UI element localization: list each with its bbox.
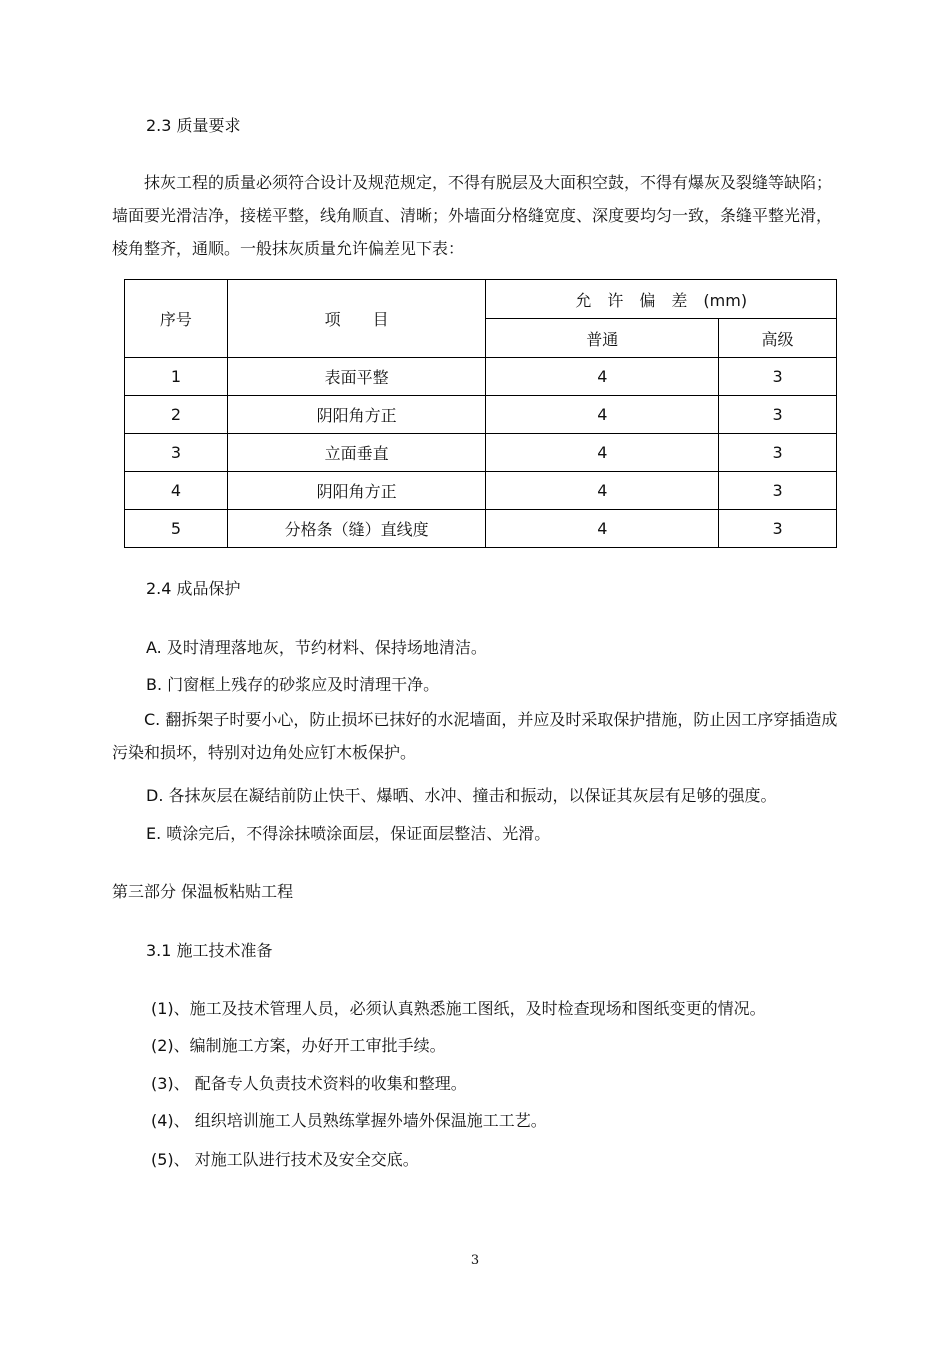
- header-tolerance: 允 许 偏 差 (mm): [486, 280, 837, 319]
- list-item: (1)、施工及技术管理人员，必须认真熟悉施工图纸，及时检查现场和图纸变更的情况。: [151, 999, 766, 1018]
- list-item-text: C. 翻拆架子时要小心，防止损坏已抹好的水泥墙面，并应及时采取保护措施，防止因工序穿插造成污染和损坏，特别对边角处应钉木板保护。: [112, 710, 838, 762]
- table-row: [125, 434, 837, 472]
- section-2-3-paragraph: [112, 166, 842, 265]
- cell-advanced: 3: [719, 434, 837, 472]
- section-2-3-paragraph-text: 抹灰工程的质量必须符合设计及规范规定，不得有脱层及大面积空鼓，不得有爆灰及裂缝等缺陷；墙面要光滑洁净，接槎平整，线角顺直、清晰；外墙面分格缝宽度、深度要均匀一致，条缝平整光滑，棱角整齐，通顺。一般抹灰质量允许偏差见下表：: [112, 173, 833, 258]
- cell-advanced: 3: [719, 396, 837, 434]
- section-3-1-heading: 3.1 施工技术准备: [146, 941, 273, 960]
- cell-item: 立面垂直: [227, 434, 486, 472]
- section-2-3-heading: 2.3 质量要求: [146, 116, 241, 135]
- cell-normal: 4: [486, 434, 719, 472]
- cell-advanced: 3: [719, 510, 837, 548]
- page-number: 3: [470, 1253, 480, 1268]
- header-normal: 普通: [486, 319, 719, 358]
- header-no: 序号: [125, 280, 228, 358]
- cell-item: 阴阳角方正: [227, 396, 486, 434]
- cell-advanced: 3: [719, 472, 837, 510]
- cell-advanced: 3: [719, 358, 837, 396]
- list-item: D. 各抹灰层在凝结前防止快干、爆晒、水冲、撞击和振动，以保证其灰层有足够的强度。: [146, 786, 777, 805]
- quality-tolerance-table: [124, 279, 837, 548]
- list-item: E. 喷涂完后，不得涂抹喷涂面层，保证面层整洁、光滑。: [146, 824, 551, 843]
- list-item: (5)、 对施工队进行技术及安全交底。: [151, 1150, 419, 1169]
- cell-normal: 4: [486, 510, 719, 548]
- table-row: [125, 510, 837, 548]
- list-item: (3)、 配备专人负责技术资料的收集和整理。: [151, 1074, 467, 1093]
- list-item: A. 及时清理落地灰，节约材料、保持场地清洁。: [146, 638, 487, 657]
- cell-normal: 4: [486, 472, 719, 510]
- table-row: [125, 396, 837, 434]
- cell-no: 2: [125, 396, 228, 434]
- cell-no: 1: [125, 358, 228, 396]
- table-header-row: [125, 280, 837, 319]
- cell-no: 3: [125, 434, 228, 472]
- list-item: (2)、编制施工方案，办好开工审批手续。: [151, 1036, 446, 1055]
- list-item: (4)、 组织培训施工人员熟练掌握外墙外保温施工工艺。: [151, 1111, 547, 1130]
- table-row: [125, 472, 837, 510]
- cell-no: 4: [125, 472, 228, 510]
- header-advanced: 高级: [719, 319, 837, 358]
- cell-normal: 4: [486, 358, 719, 396]
- list-item: [112, 703, 842, 769]
- cell-normal: 4: [486, 396, 719, 434]
- header-item: 项 目: [227, 280, 486, 358]
- part-3-heading: 第三部分 保温板粘贴工程: [112, 882, 294, 901]
- table-row: [125, 358, 837, 396]
- cell-item: 表面平整: [227, 358, 486, 396]
- cell-no: 5: [125, 510, 228, 548]
- cell-item: 阴阳角方正: [227, 472, 486, 510]
- list-item: B. 门窗框上残存的砂浆应及时清理干净。: [146, 675, 440, 694]
- cell-item: 分格条（缝）直线度: [227, 510, 486, 548]
- section-2-4-heading: 2.4 成品保护: [146, 579, 241, 598]
